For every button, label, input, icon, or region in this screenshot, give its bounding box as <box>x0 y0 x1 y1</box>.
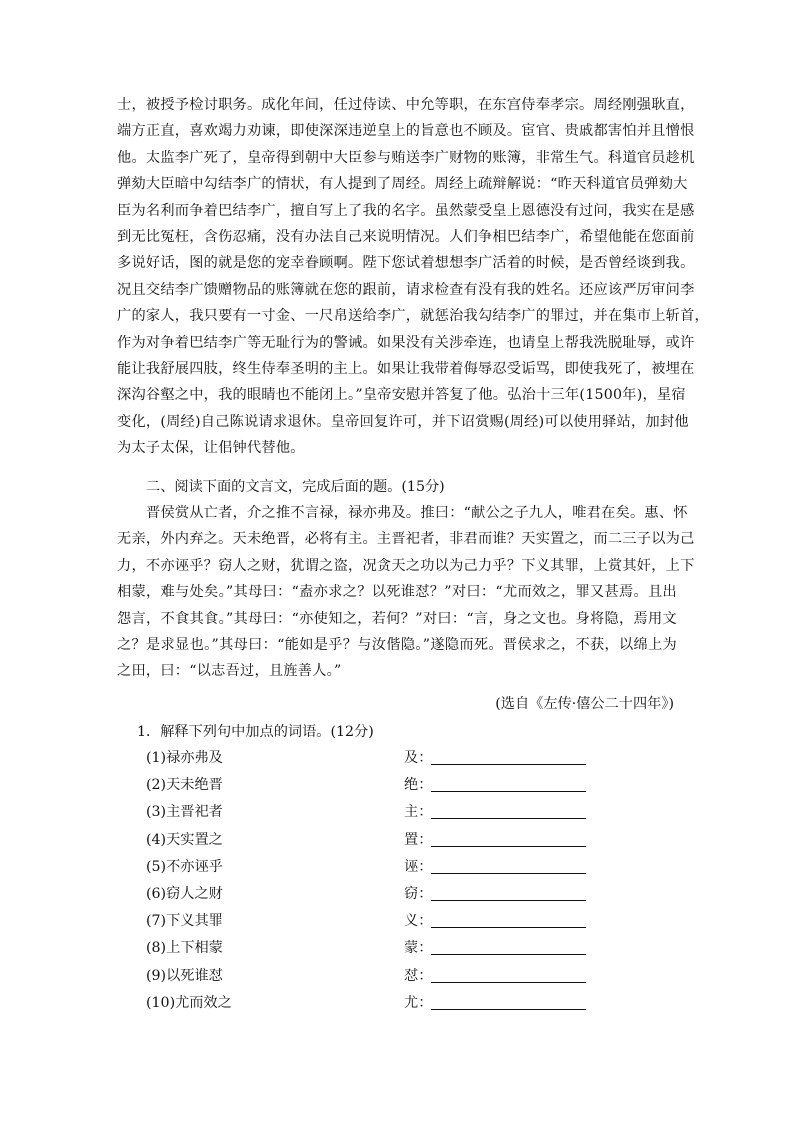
answer-blank[interactable] <box>431 954 586 955</box>
item-phrase: (4)天实置之 <box>146 831 223 848</box>
item-phrase: (2)天未绝晋 <box>146 777 223 794</box>
question-item <box>146 827 606 854</box>
answer-blank[interactable] <box>431 791 586 792</box>
item-phrase: (1)禄亦弗及 <box>146 750 223 766</box>
passage-line: 之？是求显也。”其母曰：“能如是乎？与汝偕隐。”遂隐而死。晋侯求之，不获，以绵上为 <box>117 636 677 653</box>
passage-line: 士，被授予检讨职务。成化年间，任过侍读、中允等职，在东宫侍奉孝宗。周经刚强耿直， <box>117 97 695 113</box>
question-item <box>146 990 606 1017</box>
item-phrase: (6)窃人之财 <box>146 885 223 902</box>
item-phrase: (7)下义其罪 <box>146 913 223 930</box>
item-phrase: (3)主晋祀者 <box>146 804 223 821</box>
answer-blank[interactable] <box>431 873 586 874</box>
item-word: 诬： <box>404 858 433 875</box>
item-word: 义： <box>404 913 433 930</box>
answer-blank[interactable] <box>431 764 586 765</box>
answer-blank[interactable] <box>431 927 586 928</box>
question-item <box>146 772 606 799</box>
item-phrase: (8)上下相蒙 <box>146 940 223 957</box>
item-word: 尤： <box>404 994 433 1011</box>
passage-line: 相蒙，难与处矣。”其母曰：“盍亦求之？以死谁怼？”对曰：“尤而效之，罪又甚焉。且出 <box>117 584 677 601</box>
item-phrase: (9)以死谁怼 <box>146 967 223 984</box>
item-phrase: (5)不亦诬乎 <box>146 858 223 875</box>
source-citation: (选自《左传·僖公二十四年》) <box>495 696 674 712</box>
passage-line: 作为对争着巴结李广等无耻行为的警诫。如果没有关涉牵连，也请皇上帮我洗脱耻辱，或许 <box>117 334 695 351</box>
answer-blank[interactable] <box>431 1009 586 1010</box>
question-item <box>146 963 606 990</box>
item-word: 及： <box>404 750 433 766</box>
question-item <box>146 799 606 826</box>
passage-line: 之田，曰：“以志吾过，且旌善人。” <box>117 663 342 680</box>
passage-line: 到无比冤枉，含伤忍痛，没有办法自己来说明情况。人们争相巴结李广，希望他能在您面前 <box>117 228 695 245</box>
passage-line: 变化，(周经)自己陈说请求退休。皇帝回复许可，并下诏赏赐(周经)可以使用驿站，加封他 <box>117 413 689 430</box>
classical-passage <box>117 500 695 685</box>
passage-line: 端方正直，喜欢竭力劝谏，即使深深违逆皇上的旨意也不顾及。宦官、贵戚都害怕并且憎恨 <box>117 123 695 140</box>
passage-line: 无亲，外内弃之。天未绝晋，必将有主。主晋祀者，非君而谁？天实置之，而二三子以为己 <box>117 531 695 548</box>
question-item <box>146 881 606 908</box>
passage-line: 为太子太保，让佀钟代替他。 <box>117 440 305 457</box>
question-item <box>146 935 606 962</box>
passage-line: 能让我舒展四肢，终生侍奉圣明的主上。如果让我带着侮辱忍受诟骂，即使我死了，被埋在 <box>117 360 695 377</box>
passage-line: 况且交结李广馈赠物品的账簿就在您的跟前，请求检查有没有我的姓名。还应该严厉审问李 <box>117 281 695 298</box>
passage-line: 多说好话，图的就是您的宠幸眷顾啊。陛下您试着想想李广活着的时候，是否曾经谈到我。 <box>117 255 695 272</box>
passage-line: 晋侯赏从亡者，介之推不言禄，禄亦弗及。推曰：“献公之子九人，唯君在矣。惠、怀 <box>146 505 688 521</box>
answer-blank[interactable] <box>431 900 586 901</box>
answer-blank[interactable] <box>431 846 586 847</box>
passage-line: 力，不亦诬乎？窃人之财，犹谓之盗，况贪天之功以为己力乎？下义其罪，上赏其奸，上下 <box>117 557 695 574</box>
item-word: 怼： <box>404 967 433 984</box>
answer-blank[interactable] <box>431 818 586 819</box>
section-heading: 二、阅读下面的文言文，完成后面的题。(15分) <box>146 479 445 495</box>
item-word: 主： <box>404 804 433 821</box>
question-title: 1．解释下列句中加点的词语。(12分) <box>137 724 374 740</box>
passage-line: 他。太监李广死了，皇帝得到朝中大臣参与贿送李广财物的账簿，非常生气。科道官员趁机 <box>117 149 695 166</box>
passage-line: 深沟谷壑之中，我的眼睛也不能闭上。”皇帝安慰并答复了他。弘治十三年(1500年)，星宿 <box>117 387 686 404</box>
translation-passage <box>117 92 709 461</box>
item-word: 置： <box>404 831 433 848</box>
item-word: 窃： <box>404 885 433 902</box>
question-item <box>146 745 606 772</box>
answer-blank[interactable] <box>431 982 586 983</box>
passage-line: 广的家人，我只要有一寸金、一尺帛送给李广，就惩治我勾结李广的罪过，并在集市上斩首， <box>117 308 709 325</box>
item-word: 绝： <box>404 777 433 794</box>
passage-line: 怨言，不食其食。”其母曰：“亦使知之，若何？”对曰：“言，身之文也。身将隐，焉用文 <box>117 610 677 627</box>
passage-line: 臣为名利而争着巴结李广，擅自写上了我的名字。虽然蒙受皇上恩德没有过问，我实在是感 <box>117 202 695 219</box>
question-items <box>146 745 606 1017</box>
item-phrase: (10)尤而效之 <box>146 994 232 1011</box>
question-item <box>146 854 606 881</box>
item-word: 蒙： <box>404 940 433 957</box>
question-item <box>146 908 606 935</box>
passage-line: 弹劾大臣暗中勾结李广的情状，有人提到了周经。周经上疏辩解说：“昨天科道官员弹劾大 <box>117 176 688 193</box>
